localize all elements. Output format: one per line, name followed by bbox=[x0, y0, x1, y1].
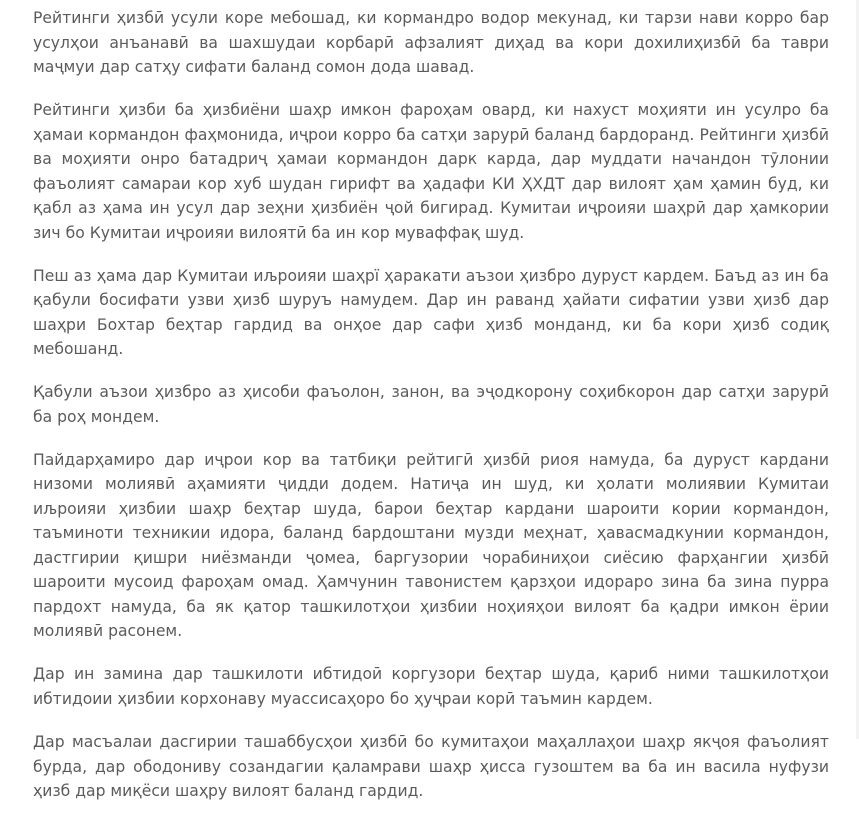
paragraph-primary-organizations: Дар ин замина дар ташкилоти ибтидоӣ коргузори беҳтар шуда, қариб ними ташкилотҳои ибтидоии ҳизбии корхонаву муассисаҳоро бо ҳуҷраи корӣ таъмин кардем. bbox=[33, 665, 829, 708]
paragraph-member-admission: Қабули аъзои ҳизбро аз ҳисоби фаъолон, занон, ва эҷодкорону соҳибкорон дар сатҳи зарурӣ ба роҳ мондем. bbox=[33, 383, 829, 426]
paragraph-financial-system: Пайдарҳамиро дар иҷрои кор ва татбиқи рейтигӣ ҳизбӣ риоя намуда, ба дуруст кардани низоми молиявӣ аҳамияти ҷидди додем. Натиҷа ин шуд, ки ҳолати молиявии Кумитаи иљроияи ҳизбии шаҳр беҳтар шуда, барои беҳтар кардани шароити кории кормандон, таъминоти техникии идора, баланд бардоштани музди меҳнат, ҳавасмадкунии кормандон, дастгирии қишри ниёзманди ҷомеа, баргузории чорабиниҳои сиёсию фарҳангии ҳизбӣ шароити мусоид фароҳам омад. Ҳамчунин тавонистем қарзҳои идораро зина ба зина пурра пардохт намуда, ба як қатор ташкилотҳои ҳизбии ноҳияҳои вилоят ба қадри имкон ёрии молиявӣ расонем. bbox=[33, 450, 829, 641]
paragraph-membership-reform: Пеш аз ҳама дар Кумитаи иљроияи шаҳрї ҳаракати аъзои ҳизбро дуруст кардем. Баъд аз ин ба қабули босифати узви ҳизб шуруъ намудем. Дар ин раванд ҳайати сифатии узви ҳизб дар шаҳри Бохтар беҳтар гардид ва онҳое дар сафи ҳизб монданд, ки ба кори ҳизб содиқ мебошанд. bbox=[33, 266, 829, 359]
paragraph-rating-definition: Рейтинги ҳизбӣ усули коре мебошад, ки кормандро водор мекунад, ки тарзи нави корро бар усулҳои анъанавӣ ва шахшудаи корбарӣ афзалият диҳад ва кори дохилиҳизбӣ ба таври маҷмуи дар сатҳу сифати баланд сомон дода шавад. bbox=[33, 9, 829, 76]
article-body bbox=[33, 6, 829, 822]
paragraph-rating-implementation: Рейтинги ҳизби ба ҳизбиёни шаҳр имкон фароҳам овард, ки нахуст моҳияти ин усулро ба ҳамаи кормандон фаҳмонида, иҷрои корро ба сатҳи зарурӣ баланд бардоранд. Рейтинги ҳизбӣ ва моҳияти онро батадриҷ ҳамаи кормандон дарк карда, дар муддати начандон тӯлонии фаъолият самараи кор хуб шудан гирифт ва ҳадафи КИ ҲХДТ дар вилоят ҳам ҳамин буд, ки қабл аз ҳама ин усул дар зеҳни ҳизбиён ҷой бигирад. Кумитаи иҷроияи шаҳрӣ дар ҳамкории зич бо Кумитаи иҷроияи вилоятӣ ба ин кор муваффақ шуд. bbox=[33, 101, 829, 242]
paragraph-community-initiatives: Дар масъалаи дасгирии ташаббусҳои ҳизбӣ бо кумитаҳои маҳаллаҳои шаҳр якҷоя фаъолият бурда, дар ободониву созандагии қаламрави шаҳр ҳисса гузоштем ва ба ин васила нуфузи ҳизб дар миқёси шаҳру вилоят баланд гардид. bbox=[33, 733, 829, 801]
